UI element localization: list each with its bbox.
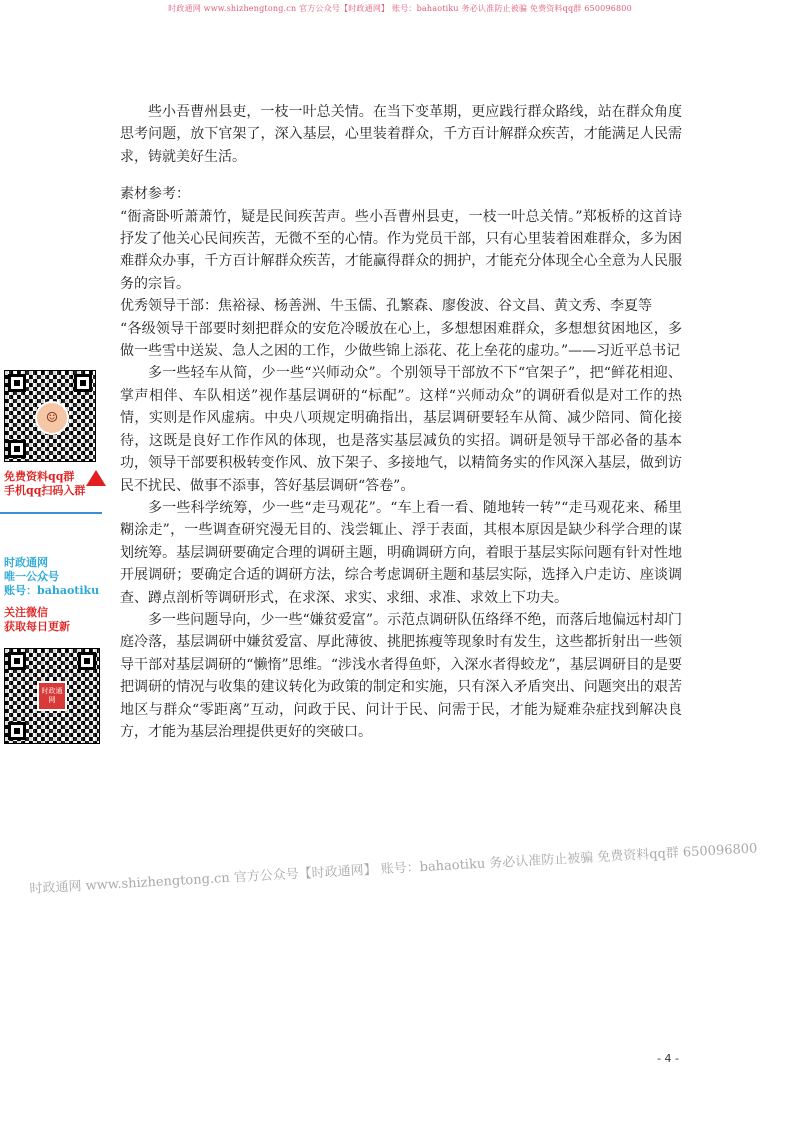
qr-finder-top-right	[78, 652, 96, 670]
qr-finder-bottom-left	[8, 440, 26, 458]
qr-finder-bottom-left	[8, 722, 26, 740]
qr-finder-top-left	[8, 652, 26, 670]
blue-divider-top	[0, 512, 102, 514]
paragraph-leaders: 优秀领导干部：焦裕禄、杨善洲、牛玉儒、孔繁森、廖俊波、谷文昌、黄文秀、李夏等	[120, 298, 652, 315]
follow-wechat: 关注微信	[4, 606, 48, 619]
promo-scan-instruction: 手机qq扫码入群	[4, 484, 86, 497]
site-name: 时政通网	[4, 556, 48, 569]
material-heading: 素材参考：	[120, 186, 190, 203]
diagonal-watermark: 时政通网 www.shizhengtong.cn 官方公众号【时政通网】 账号：bahaotiku 务必认准防止被骗 免费资料qq群 650096800	[29, 841, 758, 897]
qr-finder-top-right	[74, 374, 92, 392]
follow-daily-updates: 获取每日更新	[4, 620, 70, 633]
paragraph-scientific-planning: 多一些科学统筹，少一些“走马观花”。“车上看一看、随地转一转”“走马观花来、稀里糊涂走”，一些调查研究漫无目的、浅尝辄止、浮于表面，其根本原因是缺少科学合理的谋划统筹。基层调研要确定合理的调研主题，明确调研方向，着眼于基层实际问题有针对性地开展调研；要确定合适的调研方法，综合考虑调研主题和基层实际，选择入户走访、座谈调查、蹲点剖析等调研形式，在求深、求实、求细、求准、求效上下功夫。	[120, 499, 682, 606]
qr-finder-top-left	[8, 374, 26, 392]
site-only-account: 唯一公众号	[4, 570, 59, 583]
top-watermark: 时政通网 www.shizhengtong.cn 官方公众号【时政通网】 账号：bahaotiku 务必认准防止被骗 免费资料qq群 650096800	[168, 4, 632, 13]
wechat-qr-code[interactable]	[4, 648, 100, 744]
paragraph-poem-quote: “衙斋卧听萧萧竹，疑是民间疾苦声。些小吾曹州县吏，一枝一叶总关情。”郑板桥的这首诗抒发了他关心民间疾苦，无微不至的心情。作为党员干部，只有心里装着困难群众，多为困难群众办事，千方百计解群众疾苦，才能赢得群众的拥护，才能充分体现全心全意为人民服务的宗旨。	[120, 208, 682, 292]
paragraph-simple-travel: 多一些轻车从简，少一些“兴师动众”。个别领导干部放不下“官架子”，把“鲜花相迎、掌声相伴、车队相送”视作基层调研的“标配”。这样“兴师动众”的调研看似是对工作的热情，实则是作风虚病。中央八项规定明确指出，基层调研要轻车从简、减少陪同、简化接待，这既是良好工作作风的体现，也是落实基层减负的实招。调研是领导干部必备的基本功，领导干部要积极转变作风、放下架子、多接地气，以精简务实的作风深入基层，做到访民不扰民、做事不添事，答好基层调研“答卷”。	[120, 365, 682, 494]
qr-logo-badge: 时政通网	[37, 681, 67, 711]
document-body	[120, 101, 682, 743]
page-number: - 4 -	[657, 1052, 679, 1065]
paragraph-intro: 些小吾曹州县吏，一枝一叶总关情。在当下变革期，更应践行群众路线，站在群众角度思考问题，放下官架了，深入基层，心里装着群众，千方百计解群众疾苦，才能满足人民需求，铸就美好生活。	[120, 104, 682, 165]
side-promo-panel	[0, 366, 104, 748]
site-account-id: 账号：bahaotiku	[4, 584, 100, 597]
paragraph-problem-oriented: 多一些问题导向，少一些“嫌贫爱富”。示范点调研队伍络绎不绝，而落后地偏远村却门庭冷落，基层调研中嫌贫爱富、厚此薄彼、挑肥拣瘦等现象时有发生，这些都折射出一些领导干部对基层调研的“懒惰”思维。“涉浅水者得鱼虾，入深水者得蛟龙”，基层调研目的是要把调研的情况与收集的建议转化为政策的制定和实施，只有深入矛盾突出、问题突出的艰苦地区与群众“零距离”互动，问政于民、问计于民、问需于民，才能为疑难杂症找到解决良方，才能为基层治理提供更好的突破口。	[120, 611, 682, 740]
arrow-up-icon	[86, 470, 106, 486]
paragraph-xi-quote: “各级领导干部要时刻把群众的安危冷暖放在心上，多想想困难群众，多想想贫困地区，多做一些雪中送炭、急人之困的工作，少做些锦上添花、花上垒花的虚功。”——习近平总书记	[120, 320, 682, 360]
avatar-icon: ☺	[35, 401, 69, 435]
qq-group-qr-code[interactable]	[4, 370, 96, 462]
promo-qq-group: 免费资料qq群	[4, 470, 75, 483]
